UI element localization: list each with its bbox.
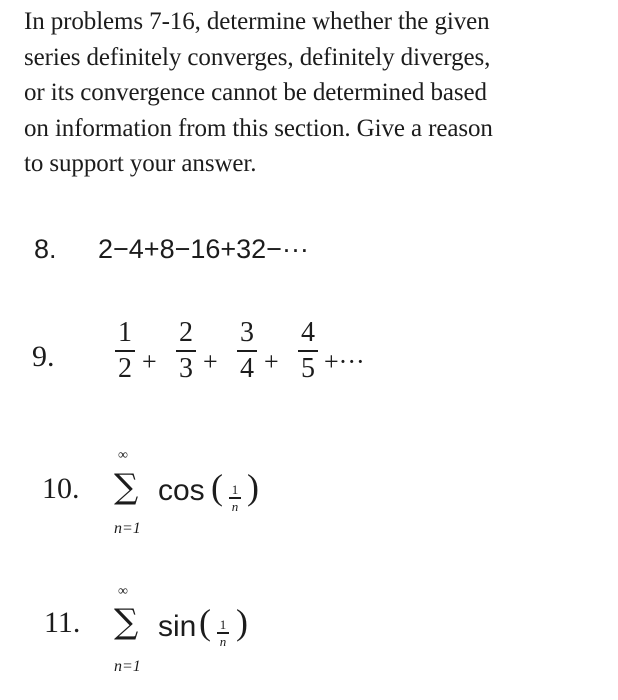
- sigma-lower-limit: n=1: [114, 520, 141, 537]
- problem-number: 10.: [42, 472, 80, 505]
- denominator: 5: [301, 353, 315, 384]
- function-name: sin: [158, 610, 197, 643]
- fraction-term: [172, 318, 200, 384]
- plus-sign: +: [142, 347, 157, 376]
- close-paren: ): [236, 602, 248, 642]
- numerator: 4: [301, 317, 315, 348]
- plus-sign: +: [264, 347, 279, 376]
- numerator: 1: [219, 617, 227, 632]
- problem-number: 8.: [34, 234, 57, 264]
- sigma-symbol: ∑: [114, 467, 139, 507]
- plus-sign: +: [203, 347, 218, 376]
- instructions-line-1: In problems 7-16, determine whether the given: [24, 8, 490, 35]
- instructions-line-2: series definitely converges, definitely diverges,: [24, 43, 491, 71]
- fraction-bar: [115, 350, 135, 352]
- problem-number: 11.: [44, 606, 81, 639]
- denominator: 3: [179, 353, 193, 384]
- denominator: 2: [118, 353, 132, 384]
- sigma-upper-limit: ∞: [118, 448, 128, 463]
- open-paren: (: [199, 602, 211, 642]
- function-name: cos: [158, 474, 205, 507]
- numerator: 1: [231, 482, 239, 497]
- denominator: n: [219, 633, 227, 649]
- denominator: 4: [240, 353, 254, 384]
- fraction-term: [294, 318, 322, 384]
- numerator: 2: [179, 317, 193, 348]
- instructions-paragraph: [24, 4, 614, 182]
- fraction-bar: [298, 350, 318, 352]
- fraction-term: [233, 318, 261, 384]
- series-expression: 2−4+8−16+32−···: [98, 234, 309, 264]
- numerator: 1: [118, 317, 132, 348]
- fraction-bar: [237, 350, 257, 352]
- instructions-line-5: to support your answer.: [24, 150, 257, 177]
- denominator: n: [231, 498, 239, 514]
- instructions-line-3: or its convergence cannot be determined based: [24, 79, 487, 106]
- open-paren: (: [211, 467, 223, 507]
- fraction-bar: [176, 350, 196, 352]
- argument-fraction: [215, 618, 231, 648]
- problem-number: 9.: [32, 340, 55, 373]
- instructions-line-4: on information from this section. Give a reason: [24, 114, 493, 142]
- numerator: 3: [240, 317, 254, 348]
- argument-fraction: [227, 483, 243, 513]
- sigma-lower-limit: n=1: [114, 658, 141, 675]
- close-paren: ): [247, 467, 259, 507]
- sigma-symbol: ∑: [114, 602, 139, 642]
- fraction-term: [111, 318, 139, 384]
- series-tail: +···: [324, 347, 365, 376]
- sigma-upper-limit: ∞: [118, 584, 128, 599]
